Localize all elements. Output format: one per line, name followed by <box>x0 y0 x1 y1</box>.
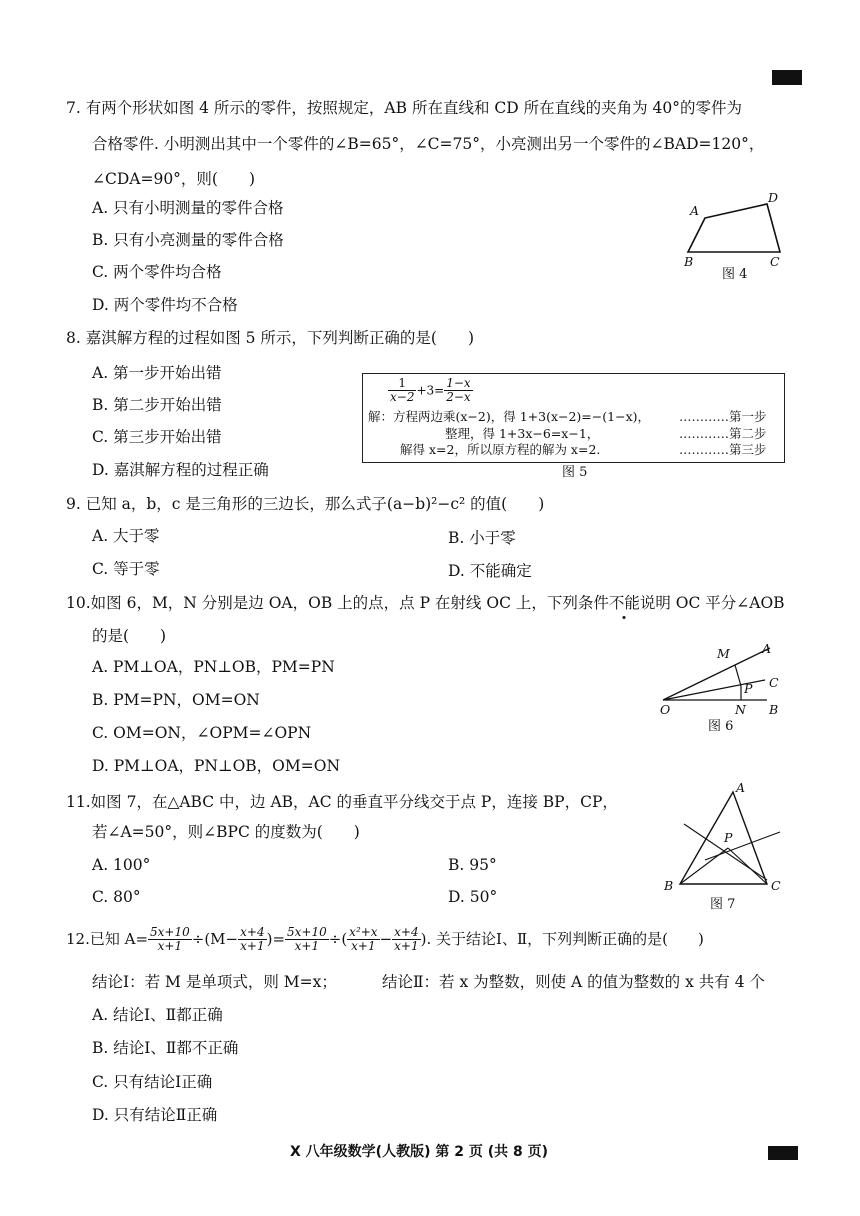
q8-line-1: 8. 嘉淇解方程的过程如图 5 所示，下列判断正确的是( ) <box>66 329 475 347</box>
fig5-fraction-1: $\frac{1}{x-2}$ <box>390 376 415 405</box>
q11-line-1: 11.如图 7，在△ABC 中，边 AB，AC 的垂直平分线交于点 P，连接 BP，CP， <box>66 793 618 811</box>
fig6-label-c: C <box>769 675 779 690</box>
fig7-caption: 图 7 <box>710 897 736 912</box>
fig6-caption: 图 6 <box>708 719 734 734</box>
fig5-equation: $\frac{1}{x-2}$ +3= $\frac{1-x}{2-x}$ <box>390 376 471 405</box>
q7-line-1: 7. 有两个形状如图 4 所示的零件，按照规定，AB 所在直线和 CD 所在直线的夹角为 40°的零件为 <box>66 99 742 117</box>
q10-line-1: 10.如图 6，M，N 分别是边 OA，OB 上的点，点 P 在射线 OC 上，下列条件不能说明 OC 平分∠AOB <box>66 594 785 612</box>
fig5-step-3-tag: …………第三步 <box>679 442 767 457</box>
q12-option-c: C. 只有结论Ⅰ正确 <box>92 1073 213 1091</box>
q11-option-c: C. 80° <box>92 888 141 906</box>
fig6-label-b: B <box>769 702 779 717</box>
fig5-step-2-tag: …………第二步 <box>679 426 767 441</box>
registration-mark-top <box>772 70 802 85</box>
fig6-label-a: A <box>762 641 772 656</box>
fig5-caption: 图 5 <box>562 465 588 480</box>
fig5-step-2: 整理，得 1+3x−6=x−1， <box>445 426 600 441</box>
fig7-label-p: P <box>724 830 733 845</box>
fig4-label-a: A <box>690 203 700 218</box>
fig4-label-b: B <box>684 254 694 269</box>
fig4-caption: 图 4 <box>722 267 748 282</box>
fig7-label-c: C <box>771 878 781 893</box>
q9-option-d: D. 不能确定 <box>448 562 532 580</box>
q7-line-3: ∠CDA=90°，则( ) <box>92 170 256 188</box>
q12-option-d: D. 只有结论Ⅱ正确 <box>92 1106 218 1124</box>
q12-line-1: 12.已知 A= $\frac{5x+10}{x+1}$ ÷(M− $\frac{x+4}{x+1}$ )= $\frac{5x+10}{x+1}$ ÷( $\frac{\text{x²+x}}{x+1}$ − $\frac{x+4}{x+1}$ ). 关于结论Ⅰ、Ⅱ，下列判断正确的是( ) <box>66 925 704 954</box>
fig6-label-n: N <box>735 702 746 717</box>
q7-option-a: A. 只有小明测量的零件合格 <box>92 199 284 217</box>
q10-option-a: A. PM⊥OA，PN⊥OB，PM=PN <box>92 658 335 676</box>
q12-option-b: B. 结论Ⅰ、Ⅱ都不正确 <box>92 1039 239 1057</box>
q7-line-2: 合格零件. 小明测出其中一个零件的∠B=65°，∠C=75°，小亮测出另一个零件的∠BAD=120°， <box>92 135 765 153</box>
fig5-fraction-2: $\frac{1-x}{2-x}$ <box>446 376 471 405</box>
fig4-label-d: D <box>768 190 779 205</box>
q8-option-b: B. 第二步开始出错 <box>92 396 222 414</box>
q10-option-d: D. PM⊥OA，PN⊥OB，OM=ON <box>92 757 341 775</box>
q12-fraction-3: $\frac{5x+10}{x+1}$ <box>287 925 327 954</box>
registration-mark-bottom <box>768 1146 798 1160</box>
q7-option-b: B. 只有小亮测量的零件合格 <box>92 231 284 249</box>
q11-line-2: 若∠A=50°，则∠BPC 的度数为( ) <box>92 823 360 841</box>
q10-option-c: C. OM=ON，∠OPM=∠OPN <box>92 724 312 742</box>
q7-option-c: C. 两个零件均合格 <box>92 263 222 281</box>
q10-emphasis-not: 不能 <box>608 594 640 612</box>
q12-fraction-5: $\frac{x+4}{x+1}$ <box>394 925 419 954</box>
q10-line-2: 的是( ) <box>92 627 167 645</box>
fig7-label-b: B <box>664 878 674 893</box>
q9-option-c: C. 等于零 <box>92 560 160 578</box>
fig5-step-1: 解：方程两边乘(x−2)，得 1+3(x−2)=−(1−x)， <box>368 409 650 424</box>
fig6-label-p: P <box>744 681 753 696</box>
q12-fraction-2: $\frac{x+4}{x+1}$ <box>240 925 265 954</box>
q12-conclusion-2: 结论Ⅱ：若 x 为整数，则使 A 的值为整数的 x 共有 4 个 <box>382 973 765 991</box>
fig6-label-m: M <box>717 646 730 661</box>
fig4-label-c: C <box>770 254 780 269</box>
q11-option-d: D. 50° <box>448 888 498 906</box>
q12-fraction-1: $\frac{5x+10}{x+1}$ <box>150 925 190 954</box>
q11-option-a: A. 100° <box>92 856 151 874</box>
fig5-step-1-tag: …………第一步 <box>679 409 767 424</box>
fig7-label-a: A <box>736 780 746 795</box>
q9-option-a: A. 大于零 <box>92 527 160 545</box>
q11-option-b: B. 95° <box>448 856 497 874</box>
q12-conclusion-1: 结论Ⅰ：若 M 是单项式，则 M=x； <box>92 973 337 991</box>
q10-option-b: B. PM=PN，OM=ON <box>92 691 260 709</box>
q12-option-a: A. 结论Ⅰ、Ⅱ都正确 <box>92 1006 223 1024</box>
q12-fraction-4: $\frac{\text{x²+x}}{x+1}$ <box>349 925 378 954</box>
q8-option-a: A. 第一步开始出错 <box>92 364 222 382</box>
q9-option-b: B. 小于零 <box>448 529 516 547</box>
q7-option-d: D. 两个零件均不合格 <box>92 296 238 314</box>
q8-option-c: C. 第三步开始出错 <box>92 428 222 446</box>
fig6-label-o: O <box>660 702 671 717</box>
fig5-step-3: 解得 x=2，所以原方程的解为 x=2. <box>400 442 601 457</box>
page-footer: X 八年级数学(人教版) 第 2 页 (共 8 页) <box>290 1144 548 1160</box>
q8-option-d: D. 嘉淇解方程的过程正确 <box>92 461 269 479</box>
q9-line-1: 9. 已知 a，b，c 是三角形的三边长，那么式子(a−b)²−c² 的值( ) <box>66 495 545 513</box>
